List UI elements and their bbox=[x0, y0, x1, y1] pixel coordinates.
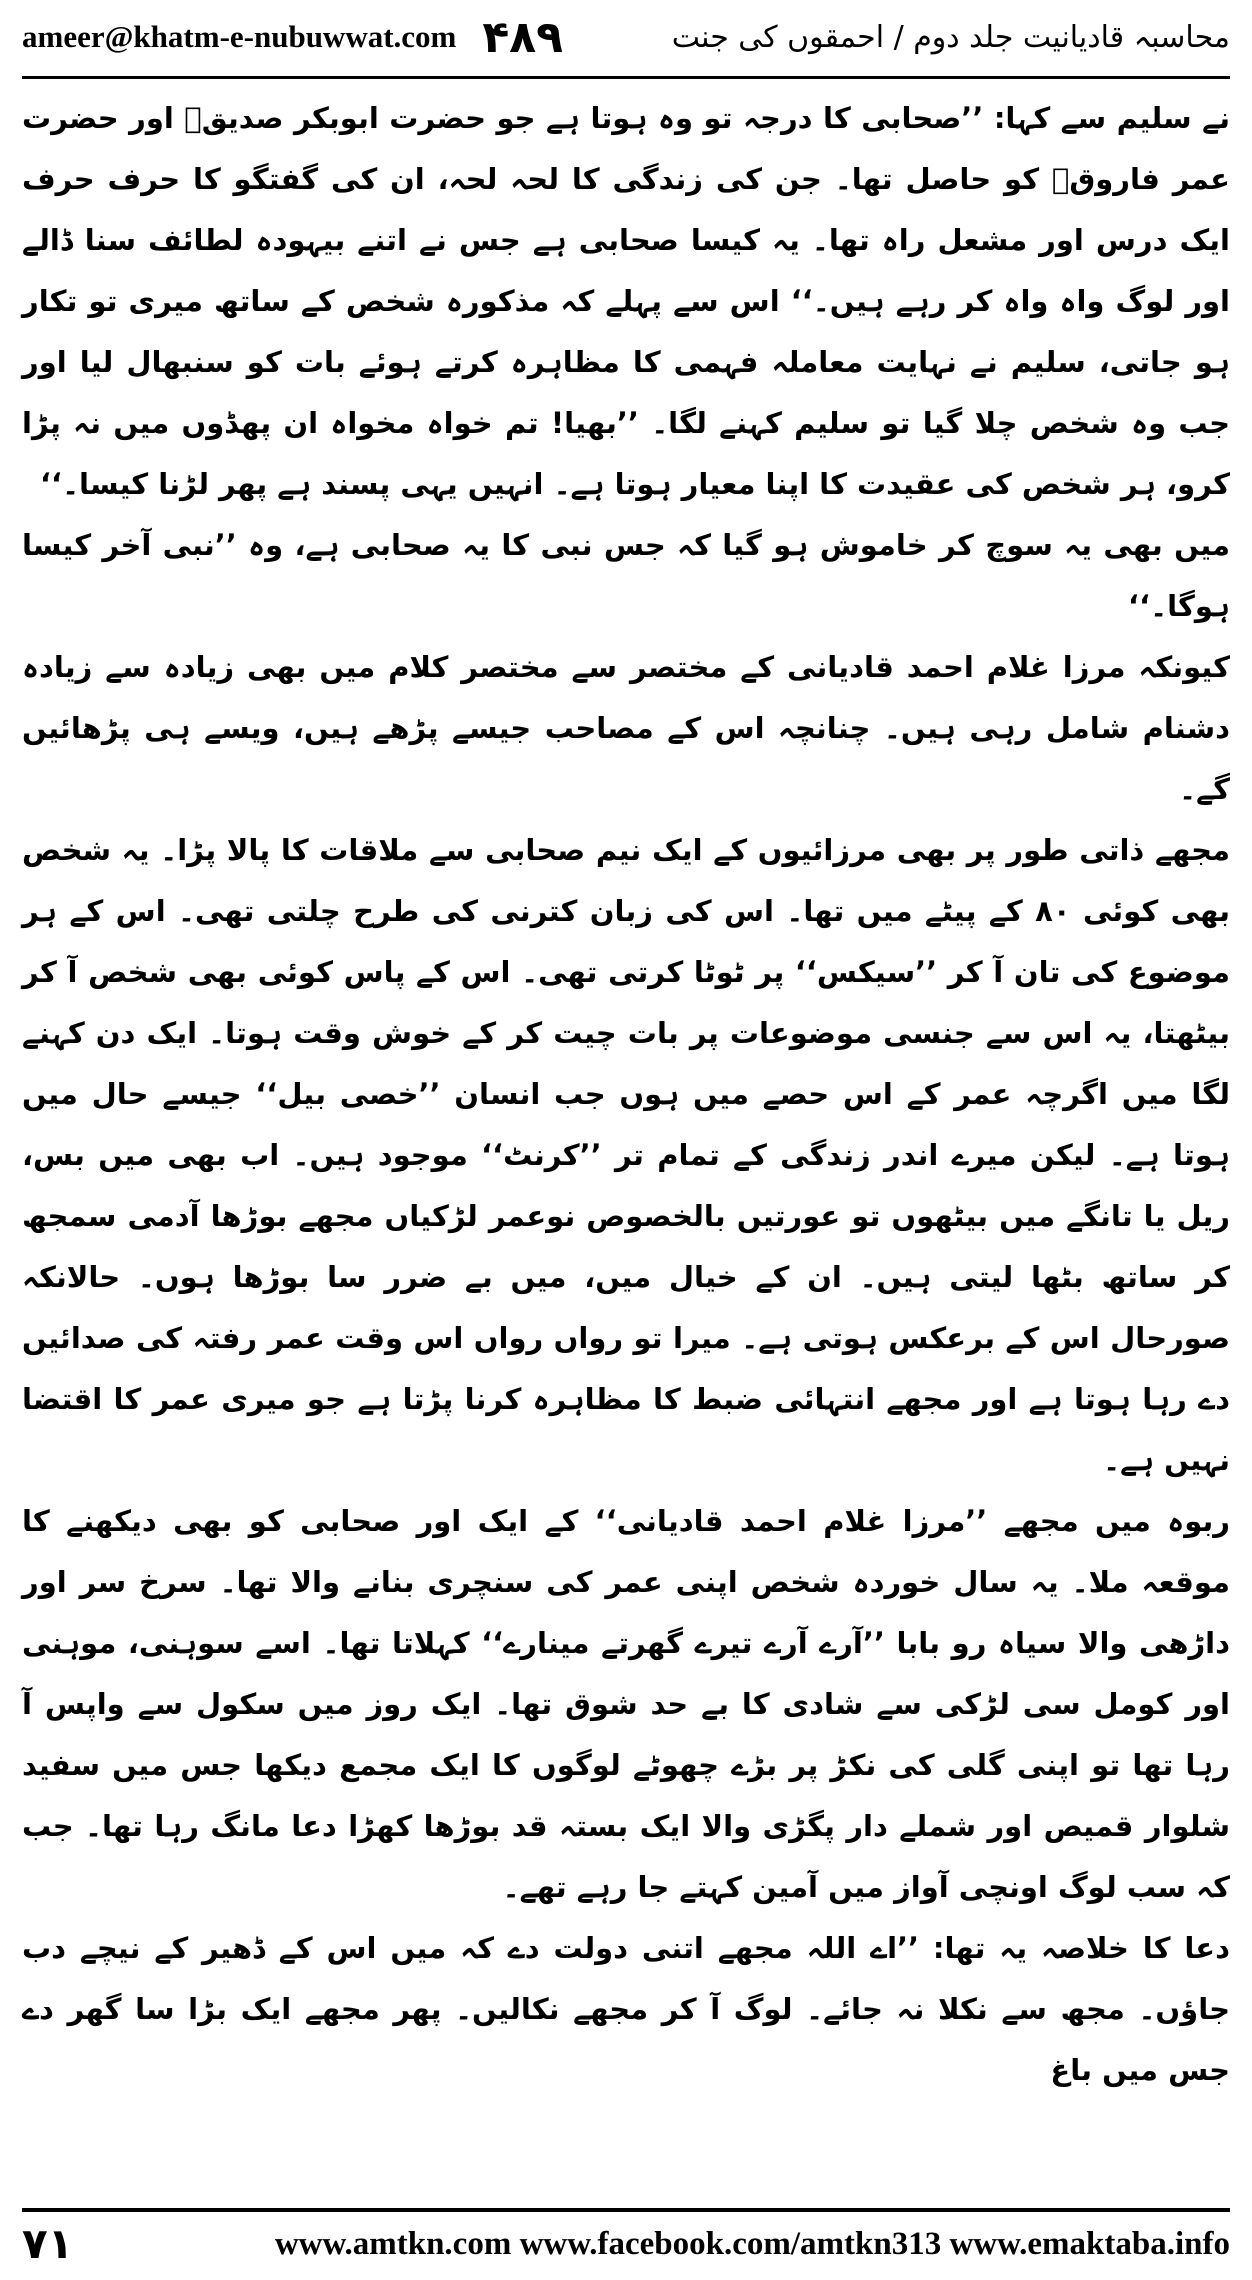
header-email[interactable]: ameer@khatm-e-nubuwwat.com bbox=[22, 19, 457, 54]
paragraph-5: ربوہ میں مجھے ’’مرزا غلام احمد قادیانی‘‘ کے ایک اور صحابی کو بھی دیکھنے کا موقعہ ملا۔ یہ سال خوردہ شخص اپنی عمر کی سنچری بنانے والا تھا۔ سرخ سر اور داڑھی والا سیاہ رو بابا ’’آرے آرے تیرے گھرتے مینارے‘‘ کہلاتا تھا۔ اسے سوہنی، موہنی اور کومل سی لڑکی سے شادی کا بے حد شوق تھا۔ ایک روز میں سکول سے واپس آ رہا تھا تو اپنی گلی کی نکڑ پر بڑے چھوٹے لوگوں کا ایک مجمع دیکھا جس میں سفید شلوار قمیص اور شملے دار پگڑی والا ایک بستہ قد بوڑھا کھڑا دعا مانگ رہا تھا۔ جب کہ سب لوگ اونچی آواز میں آمین کہتے جا رہے تھے۔ bbox=[22, 1504, 1230, 1904]
paragraph-3: کیونکہ مرزا غلام احمد قادیانی کے مختصر سے مختصر کلام میں بھی زیادہ سے زیادہ دشنام شامل رہی ہیں۔ چنانچہ اس کے مصاحب جیسے پڑھے ہیں، ویسے ہی پڑھائیں گے۔ bbox=[22, 650, 1230, 806]
page-header bbox=[22, 6, 1230, 68]
header-rule bbox=[22, 76, 1230, 79]
paragraph-2: میں بھی یہ سوچ کر خاموش ہو گیا کہ جس نبی کا یہ صحابی ہے، وہ ’’نبی آخر کیسا ہوگا۔‘‘ bbox=[22, 528, 1230, 623]
paragraph-4: مجھے ذاتی طور پر بھی مرزائیوں کے ایک نیم صحابی سے ملاقات کا پالا پڑا۔ یہ شخص بھی کوئی ۸۰ کے پیٹے میں تھا۔ اس کی زبان کترنی کی طرح چلتی تھی۔ اس کے ہر موضوع کی تان آ کر ’’سیکس‘‘ پر ٹوٹا کرتی تھی۔ اس کے پاس کوئی بھی شخص آ کر بیٹھتا، یہ اس سے جنسی موضوعات پر بات چیت کر کے خوش وقت ہوتا۔ ایک دن کہنے لگا میں اگرچہ عمر کے اس حصے میں ہوں جب انسان ’’خصی بیل‘‘ جیسے حال میں ہوتا ہے۔ لیکن میرے اندر زندگی کے تمام تر ’’کرنٹ‘‘ موجود ہیں۔ اب بھی میں بس، ریل یا تانگے میں بیٹھوں تو عورتیں بالخصوص نوعمر لڑکیاں مجھے بوڑھا آدمی سمجھ کر ساتھ بٹھا لیتی ہیں۔ ان کے خیال میں، میں بے ضرر سا بوڑھا ہوں۔ حالانکہ صورحال اس کے برعکس ہوتی ہے۔ میرا تو رواں رواں اس وقت عمر رفتہ کی صدائیں دے رہا ہوتا ہے اور مجھے انتہائی ضبط کا مظاہرہ کرنا پڑتا ہے جو میری عمر کا اقتضا نہیں ہے۔ bbox=[22, 833, 1231, 1477]
footer-links[interactable]: www.amtkn.com www.facebook.com/amtkn313 www.emaktaba.info bbox=[274, 2226, 1230, 2262]
page-body bbox=[22, 88, 1230, 2188]
header-page-number: ۴۸۹ bbox=[482, 11, 563, 63]
paragraph-6: دعا کا خلاصہ یہ تھا: ’’اے اللہ مجھے اتنی دولت دے کہ میں اس کے ڈھیر کے نیچے دب جاؤں۔ مجھ سے نکلا نہ جائے۔ لوگ آ کر مجھے نکالیں۔ پھر مجھے ایک بڑا سا گھر دے جس میں باغ bbox=[22, 1931, 1230, 2087]
page-footer bbox=[22, 2208, 1230, 2272]
header-left bbox=[22, 12, 563, 63]
paragraph-1: نے سلیم سے کہا: ’’صحابی کا درجہ تو وہ ہوتا ہے جو حضرت ابوبکر صدیقؓ اور حضرت عمر فاروقؓ کو حاصل تھا۔ جن کی زندگی کا لحہ لحہ، ان کی گفتگو کا حرف حرف ایک درس اور مشعل راہ تھا۔ یہ کیسا صحابی ہے جس نے اتنے بیہودہ لطائف سنا ڈالے اور لوگ واہ واہ کر رہے ہیں۔‘‘ اس سے پہلے کہ مذکورہ شخص کے ساتھ میری تو تکار ہو جاتی، سلیم نے نہایت معاملہ فہمی کا مظاہرہ کرتے ہوئے بات کو سنبھال لیا اور جب وہ شخص چلا گیا تو سلیم کہنے لگا۔ ’’بھیا! تم خواہ مخواہ ان پھڈوں میں نہ پڑا کرو، ہر شخص کی عقیدت کا اپنا معیار ہوتا ہے۔ انہیں یہی پسند ہے پھر لڑنا کیسا۔‘‘ bbox=[22, 101, 1230, 501]
header-title: محاسبہ قادیانیت جلد دوم / احمقوں کی جنت bbox=[671, 19, 1230, 55]
footer-page-number: ۷۱ bbox=[22, 2219, 74, 2268]
